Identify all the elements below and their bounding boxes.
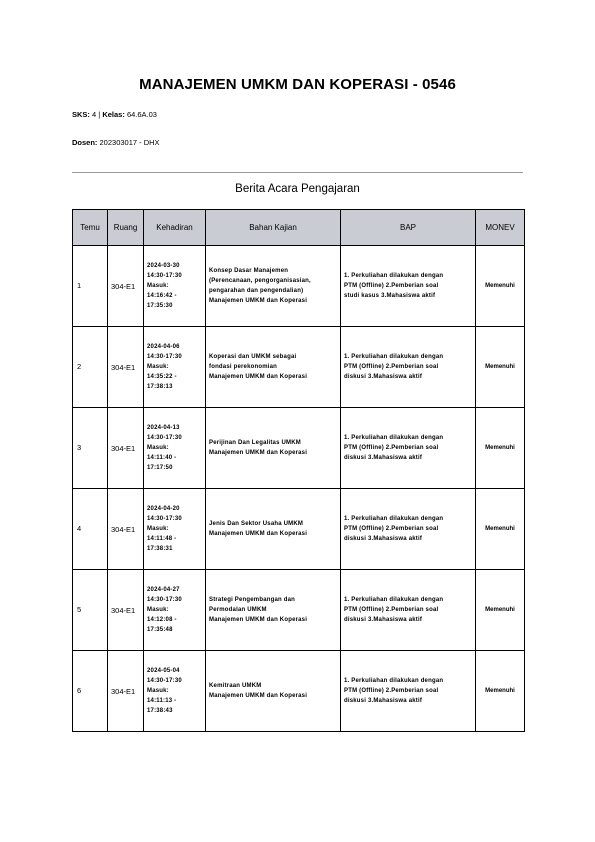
cell-kehadiran	[144, 651, 206, 732]
cell-line: PTM (Offline) 2.Pemberian soal	[344, 445, 439, 451]
cell-line: Manajemen UMKM dan Koperasi	[209, 374, 308, 380]
course-info	[72, 110, 157, 119]
cell-line: Manajemen UMKM dan Koperasi	[209, 450, 308, 456]
cell-line: 2024-04-27	[147, 587, 180, 593]
cell-line: 17:38:43	[147, 708, 173, 714]
cell-ruang: 304-E1	[108, 570, 144, 651]
cell-bap	[341, 408, 476, 489]
cell-line: 14:11:13 -	[147, 698, 177, 704]
cell-ruang: 304-E1	[108, 408, 144, 489]
cell-line: 2024-04-06	[147, 344, 180, 350]
cell-line: 14:30-17:30	[147, 597, 182, 603]
table-header-row	[73, 210, 525, 246]
document-title: MANAJEMEN UMKM DAN KOPERASI - 0546	[139, 76, 456, 93]
cell-line: 1. Perkuliahan dilakukan dengan	[344, 354, 444, 360]
header-bap: BAP	[341, 210, 476, 246]
cell-line: 14:11:40 -	[147, 455, 177, 461]
cell-line: 2024-04-20	[147, 506, 180, 512]
cell-line: Masuk:	[147, 688, 169, 694]
cell-line: 17:35:30	[147, 303, 173, 309]
cell-line: Jenis Dan Sektor Usaha UMKM	[209, 521, 304, 527]
cell-kehadiran	[144, 570, 206, 651]
cell-monev: Memenuhi	[476, 651, 525, 732]
cell-line: PTM (Offline) 2.Pemberian soal	[344, 607, 439, 613]
cell-line: 14:30-17:30	[147, 435, 182, 441]
cell-line: 1. Perkuliahan dilakukan dengan	[344, 597, 444, 603]
kelas-label: Kelas:	[102, 110, 125, 119]
cell-bap	[341, 246, 476, 327]
cell-monev: Memenuhi	[476, 489, 525, 570]
cell-line: diskusi 3.Mahasiswa aktif	[344, 698, 423, 704]
cell-line: Masuk:	[147, 283, 169, 289]
cell-temu: 1	[73, 246, 108, 327]
cell-line: 14:30-17:30	[147, 273, 182, 279]
cell-line: 14:30-17:30	[147, 678, 182, 684]
cell-line: Koperasi dan UMKM sebagai	[209, 354, 297, 360]
cell-line: 2024-04-13	[147, 425, 180, 431]
cell-kehadiran	[144, 246, 206, 327]
header-bahan-kajian: Bahan Kajian	[206, 210, 341, 246]
cell-bahan-kajian	[206, 327, 341, 408]
lecturer-info	[72, 138, 160, 147]
cell-line: fondasi perekonomian	[209, 364, 278, 370]
cell-line: pengarahan dan pengendalian)	[209, 288, 304, 294]
cell-line: 14:16:42 -	[147, 293, 177, 299]
table-row	[73, 570, 525, 651]
table-row	[73, 651, 525, 732]
sks-label: SKS:	[72, 110, 90, 119]
cell-line: PTM (Offline) 2.Pemberian soal	[344, 526, 439, 532]
cell-bap	[341, 570, 476, 651]
cell-line: PTM (Offline) 2.Pemberian soal	[344, 364, 439, 370]
cell-line: 14:30-17:30	[147, 516, 182, 522]
dosen-value: 202303017 - DHX	[99, 138, 160, 147]
dosen-label: Dosen:	[72, 138, 98, 147]
cell-line: PTM (Offline) 2.Pemberian soal	[344, 283, 439, 289]
table-row	[73, 408, 525, 489]
cell-line: Masuk:	[147, 607, 169, 613]
cell-line: Manajemen UMKM dan Koperasi	[209, 617, 308, 623]
cell-kehadiran	[144, 408, 206, 489]
cell-ruang: 304-E1	[108, 489, 144, 570]
header-kehadiran: Kehadiran	[144, 210, 206, 246]
cell-line: Masuk:	[147, 526, 169, 532]
cell-line: 17:38:13	[147, 384, 173, 390]
cell-bahan-kajian	[206, 651, 341, 732]
cell-bap	[341, 327, 476, 408]
cell-line: Strategi Pengembangan dan	[209, 597, 296, 603]
cell-line: 1. Perkuliahan dilakukan dengan	[344, 516, 444, 522]
cell-ruang: 304-E1	[108, 327, 144, 408]
cell-line: diskusi 3.Mahasiswa aktif	[344, 374, 423, 380]
table-row	[73, 489, 525, 570]
header-ruang: Ruang	[108, 210, 144, 246]
cell-bahan-kajian	[206, 570, 341, 651]
kelas-value: 64.6A.03	[126, 110, 157, 119]
cell-kehadiran	[144, 489, 206, 570]
section-title: Berita Acara Pengajaran	[235, 183, 360, 195]
cell-line: Manajemen UMKM dan Koperasi	[209, 298, 308, 304]
cell-ruang: 304-E1	[108, 651, 144, 732]
cell-line: 17:17:50	[147, 465, 173, 471]
cell-bahan-kajian	[206, 246, 341, 327]
cell-line: 1. Perkuliahan dilakukan dengan	[344, 273, 444, 279]
cell-line: 2024-05-04	[147, 668, 180, 674]
cell-line: 17:35:48	[147, 627, 173, 633]
cell-monev: Memenuhi	[476, 246, 525, 327]
cell-line: Konsep Dasar Manajemen	[209, 268, 289, 274]
horizontal-divider	[72, 172, 523, 173]
cell-line: diskusi 3.Mahasiswa aktif	[344, 617, 423, 623]
teaching-report-table	[72, 209, 525, 732]
cell-ruang: 304-E1	[108, 246, 144, 327]
cell-line: Kemitraan UMKM	[209, 683, 262, 689]
cell-line: Manajemen UMKM dan Koperasi	[209, 693, 308, 699]
cell-temu: 4	[73, 489, 108, 570]
cell-temu: 2	[73, 327, 108, 408]
cell-line: diskusi 3.Mahasiswa aktif	[344, 536, 423, 542]
header-monev: MONEV	[476, 210, 525, 246]
cell-line: studi kasus 3.Mahasiswa aktif	[344, 293, 436, 299]
cell-line: 14:30-17:30	[147, 354, 182, 360]
cell-line: 1. Perkuliahan dilakukan dengan	[344, 435, 444, 441]
meta-separator: |	[98, 110, 101, 119]
cell-temu: 6	[73, 651, 108, 732]
cell-monev: Memenuhi	[476, 570, 525, 651]
cell-bap	[341, 489, 476, 570]
sks-value: 4	[92, 110, 97, 119]
cell-line: Masuk:	[147, 445, 169, 451]
cell-kehadiran	[144, 327, 206, 408]
cell-line: 2024-03-30	[147, 263, 180, 269]
cell-bahan-kajian	[206, 489, 341, 570]
cell-monev: Memenuhi	[476, 408, 525, 489]
cell-line: PTM (Offline) 2.Pemberian soal	[344, 688, 439, 694]
cell-line: Masuk:	[147, 364, 169, 370]
cell-temu: 3	[73, 408, 108, 489]
cell-line: Perijinan Dan Legalitas UMKM	[209, 440, 301, 446]
cell-bahan-kajian	[206, 408, 341, 489]
cell-line: 14:12:08 -	[147, 617, 177, 623]
cell-line: 14:11:48 -	[147, 536, 177, 542]
cell-monev: Memenuhi	[476, 327, 525, 408]
cell-line: Permodalan UMKM	[209, 607, 267, 613]
cell-bap	[341, 651, 476, 732]
cell-line: (Perencanaan, pengorganisasian,	[209, 278, 311, 284]
cell-temu: 5	[73, 570, 108, 651]
cell-line: Manajemen UMKM dan Koperasi	[209, 531, 308, 537]
cell-line: diskusi 3.Mahasiswa aktif	[344, 455, 423, 461]
header-temu: Temu	[73, 210, 108, 246]
table-row	[73, 327, 525, 408]
cell-line: 17:38:31	[147, 546, 173, 552]
table-row	[73, 246, 525, 327]
cell-line: 1. Perkuliahan dilakukan dengan	[344, 678, 444, 684]
cell-line: 14:35:22 -	[147, 374, 177, 380]
